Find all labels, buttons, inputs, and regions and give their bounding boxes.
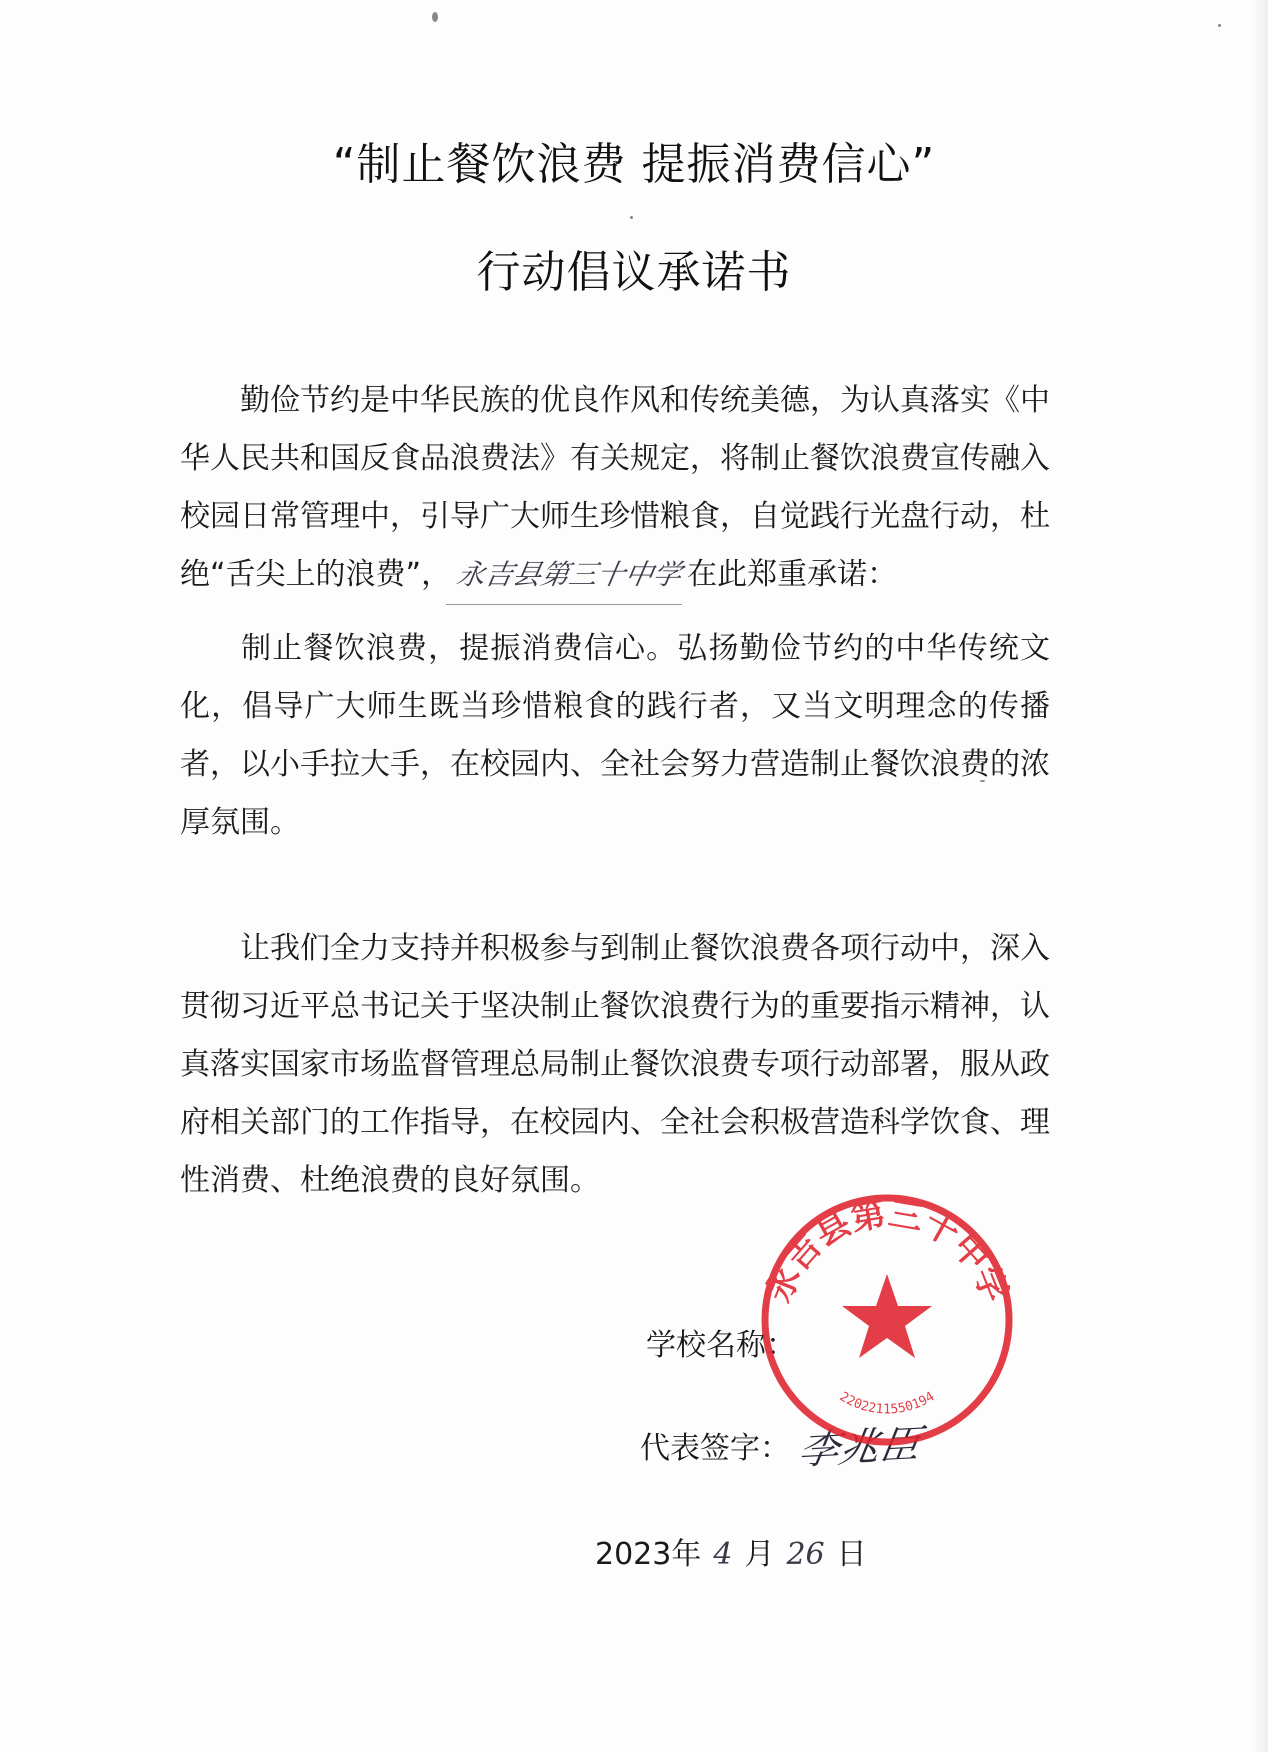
date-day-unit: 日 [836, 1537, 867, 1572]
date-month-unit: 月 [744, 1537, 775, 1572]
paragraph-commitment [180, 620, 1050, 852]
paragraph-intro-tail: 在此郑重承诺： [687, 557, 898, 592]
paragraph-intro [180, 372, 1050, 605]
paragraph-action-text: 让我们全力支持并积极参与到制止餐饮浪费各项行动中，深入贯彻习近平总书记关于坚决制止餐饮浪费行为的重要指示精神，认真落实国家市场监督管理总局制止餐饮浪费专项行动部署，服从政府相关部门的工作指导，在校园内、全社会积极营造科学饮食、理性消费、杜绝浪费的良好氛围。 [180, 931, 1050, 1198]
scan-speck [1218, 24, 1221, 27]
handwritten-school-name: 永吉县第三十中学 [446, 546, 692, 605]
seal-name: 永吉县第三十中学 [759, 1193, 1015, 1308]
scan-speck [432, 12, 438, 22]
representative-signature-label: 代表签字： [640, 1431, 790, 1466]
seal-code: 2202211550194 [836, 1389, 938, 1418]
official-seal [757, 1190, 1017, 1450]
date-year-unit: 年 [671, 1537, 702, 1572]
scan-speck [630, 216, 633, 219]
paragraph-intro-text: 勤俭节约是中华民族的优良作风和传统美德，为认真落实《中华人民共和国反食品浪费法》有关规定，将制止餐饮浪费宣传融入校园日常管理中，引导广大师生珍惜粮食，自觉践行光盘行动，杜绝“舌尖上的浪费”， [180, 383, 1050, 592]
document-title: “制止餐饮浪费 提振消费信心” [332, 139, 936, 190]
date-day: 26 [786, 1537, 825, 1572]
date-line [595, 1529, 867, 1573]
handwritten-signature: 李兆臣 [795, 1421, 924, 1475]
paragraph-commitment-text: 制止餐饮浪费，提振消费信心。弘扬勤俭节约的中华传统文化，倡导广大师生既当珍惜粮食的践行者，又当文明理念的传播者，以小手拉大手，在校园内、全社会努力营造制止餐饮浪费的浓厚氛围。 [180, 631, 1050, 840]
date-month: 4 [713, 1537, 733, 1572]
paragraph-action [180, 920, 1050, 1210]
document-subtitle: 行动倡议承诺书 [476, 247, 792, 298]
seal-star-icon [842, 1274, 932, 1358]
date-year: 2023 [595, 1537, 672, 1572]
school-name-label: 学校名称： [646, 1328, 796, 1363]
